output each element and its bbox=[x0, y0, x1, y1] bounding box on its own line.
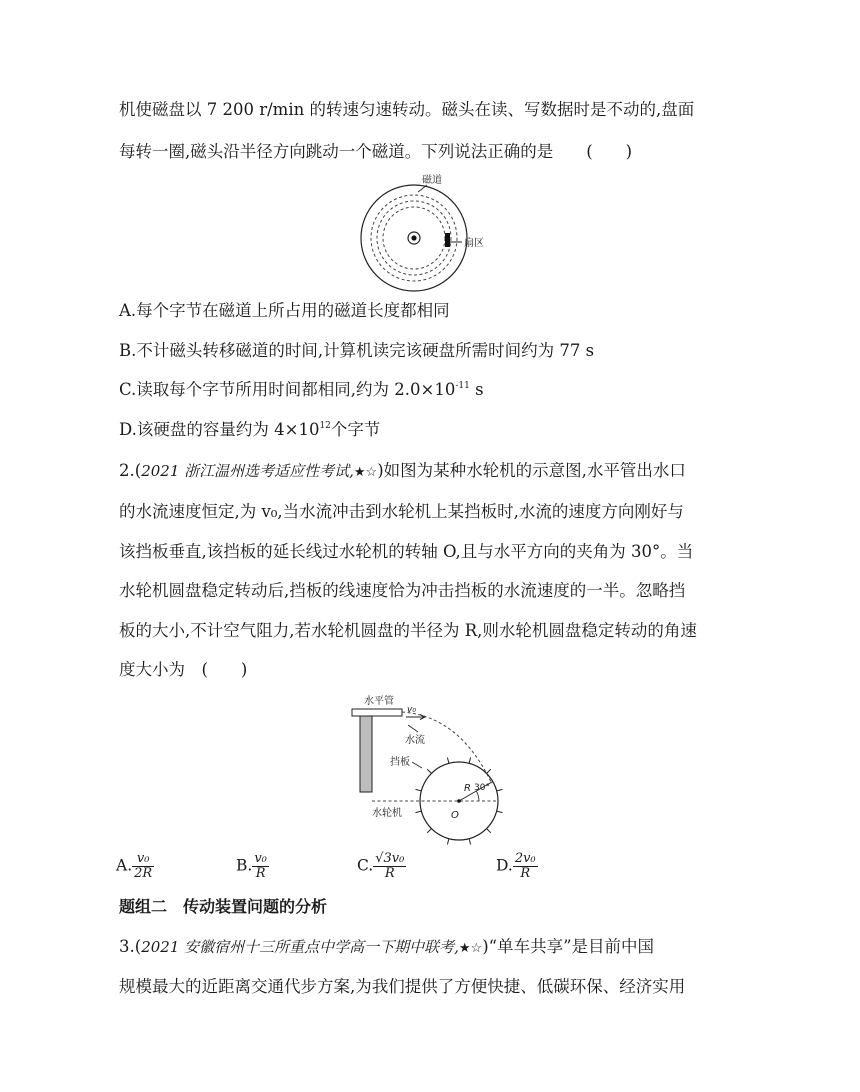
turbine-blade bbox=[447, 758, 449, 764]
q2-text-line-2: 的水流速度恒定,为 v₀,当水流冲击到水轮机上某挡板时,水流的速度方向刚好与 bbox=[119, 502, 684, 521]
q2-choice-a: A. $\frac{\text{v₀}}{2R}$ bbox=[116, 851, 153, 881]
q2-source: 2021 浙江温州选考适应性考试, bbox=[141, 462, 354, 480]
turbine-blade bbox=[497, 789, 503, 791]
q2-choice-b: B. $\frac{\text{v₀}}{R}$ bbox=[236, 851, 267, 881]
baffle-label: 挡板 bbox=[390, 757, 410, 768]
q2-text-line-6: 度大小为 ( ) bbox=[119, 660, 248, 679]
center-label: O bbox=[451, 810, 459, 821]
baffle-leader-line bbox=[412, 762, 422, 768]
section-heading: 题组二 传动装置问题的分析 bbox=[119, 897, 328, 916]
difficulty-stars-icon: ★☆ bbox=[458, 941, 483, 956]
q1-option-a: A.每个字节在磁道上所占用的磁道长度都相同 bbox=[119, 301, 450, 320]
turbine-blade bbox=[427, 829, 431, 833]
q1-text-line-1: 机使磁盘以 7 200 r/min 的转速匀速转动。磁头在读、写数据时是不动的,盘面 bbox=[119, 100, 695, 119]
q3-source: 2021 安徽宿州十三所重点中学高一下期中联考, bbox=[141, 938, 459, 956]
q1-option-d: D.该硬盘的容量约为 $4\times 10^{12}$个字节 bbox=[119, 420, 381, 439]
q3-text-line-2: 规模最大的近距离交通代步方案,为我们提供了方便快捷、低碳环保、经济实用 bbox=[119, 977, 686, 996]
turbine-label: 水轮机 bbox=[372, 808, 402, 819]
axis-point bbox=[457, 799, 461, 803]
track-label: 磁道 bbox=[422, 175, 442, 186]
turbine-blade bbox=[416, 811, 422, 813]
turbine-blade bbox=[469, 839, 471, 845]
q1-option-b: B.不计磁头转移磁道的时间,计算机读完该硬盘所需时间约为 77 s bbox=[119, 341, 595, 360]
sector-block bbox=[445, 233, 450, 247]
q3-text-line-1: 3.(2021 安徽宿州十三所重点中学高一下期中联考,★☆)“单车共享”是目前中国 bbox=[119, 937, 655, 956]
q2-text-line-1: 2.(2021 浙江温州选考适应性考试,★☆)如图为某种水轮机的示意图,水平管出水口 bbox=[119, 461, 686, 480]
radius-label: R bbox=[464, 783, 471, 794]
q2-choice-c: C. $\frac{\text{√3v₀}}{R}$ bbox=[357, 851, 405, 881]
water-turbine-figure bbox=[350, 690, 530, 846]
sector-label: 扇区 bbox=[464, 238, 484, 249]
hard-disk-figure bbox=[330, 170, 530, 294]
turbine-blade bbox=[469, 758, 471, 764]
turbine-blade bbox=[497, 811, 503, 813]
turbine-blade bbox=[427, 769, 431, 773]
angle-label: 30° bbox=[474, 783, 490, 793]
turbine-blade bbox=[447, 839, 449, 845]
q2-choice-d: D. $\frac{\text{2v₀}}{R}$ bbox=[496, 851, 536, 881]
horizontal-pipe bbox=[352, 709, 402, 716]
difficulty-stars-icon: ★☆ bbox=[353, 465, 378, 480]
turbine-blade bbox=[487, 769, 491, 773]
q1-text-line-2: 每转一圈,磁头沿半径方向跳动一个磁道。下列说法正确的是 ( ) bbox=[119, 142, 633, 161]
flow-leader-line bbox=[408, 725, 418, 732]
v0-label: v₀ bbox=[407, 705, 416, 715]
q2-text-line-3: 该挡板垂直,该挡板的延长线过水轮机的转轴 O,且与水平方向的夹角为 30°。当 bbox=[119, 542, 694, 561]
q2-text-line-4: 水轮机圆盘稳定转动后,挡板的线速度恰为冲击挡板的水流速度的一半。忽略挡 bbox=[119, 581, 686, 600]
spindle-dot bbox=[411, 235, 416, 240]
q1-option-c: C.读取每个字节所用时间都相同,约为 $2.0\times 10^{-11}$ s bbox=[119, 380, 484, 399]
pipe-support bbox=[360, 716, 372, 792]
water-stream-path bbox=[402, 712, 492, 784]
flow-label: 水流 bbox=[405, 735, 425, 746]
pipe-label: 水平管 bbox=[364, 696, 394, 707]
q2-text-line-5: 板的大小,不计空气阻力,若水轮机圆盘的半径为 R,则水轮机圆盘稳定转动的角速 bbox=[119, 621, 697, 640]
turbine-blade bbox=[416, 789, 422, 791]
turbine-blade bbox=[487, 829, 491, 833]
